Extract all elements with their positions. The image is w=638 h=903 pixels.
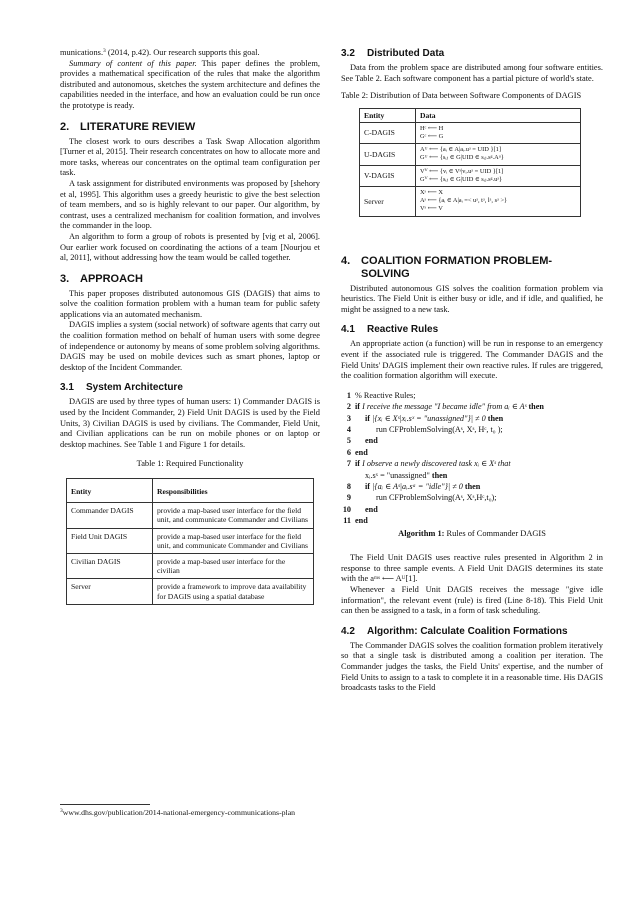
algorithm-line	[341, 492, 603, 503]
subsection-title: System Architecture	[86, 382, 183, 394]
table-header-cell: Data	[416, 108, 581, 122]
algorithm-line-text	[341, 481, 603, 492]
math-expression: Gᵁ ⟵ {sᵢⱼ ∈ G|UID ∈ sᵢⱼ.sᵍ.Aᵘ}	[420, 154, 504, 162]
algorithm-line-number: 2	[346, 402, 351, 412]
section-title-line-2: SOLVING	[361, 267, 410, 280]
subsection-title: Distributed Data	[367, 48, 445, 59]
body-paragraph: Data from the problem space are distributed among four software entities. See Table 2. Each software component has a partial picture of world's state.	[341, 63, 603, 83]
subsection-heading-distributed-data	[341, 48, 603, 60]
algorithm-line	[341, 504, 603, 515]
algorithm-line-number: 10	[342, 504, 351, 514]
subsection-number: 4.1	[341, 324, 355, 336]
table-row	[67, 554, 314, 579]
table-header-cell: Entity	[67, 479, 153, 503]
table-cell-data	[416, 165, 581, 186]
table-cell-entity: C-DAGIS	[360, 122, 416, 143]
footnote-ref: 3	[103, 48, 106, 54]
algorithm-line	[341, 515, 603, 526]
body-paragraph: DAGIS are used by three types of human users: 1) Commander DAGIS is used by the Incident Commander, 2) Field Unit DAGIS is used by the Field Units, 3) Civilian DAGIS is used by civilians. The Commander, Field Unit, and Civilian applications can be run on mobile phones or on laptop or desktop machines. See Table 1 and Figure 1 for details.	[60, 397, 320, 449]
algorithm-line-text	[341, 401, 603, 412]
algorithm-line-text	[341, 515, 603, 526]
algorithm-keyword: if	[355, 459, 361, 469]
algorithm-keyword: if	[355, 402, 361, 412]
algorithm-line-number: 5	[346, 436, 351, 446]
subsection-number: 4.2	[341, 625, 355, 637]
table-cell-data	[416, 144, 581, 165]
table-header-cell: Responsibilities	[153, 479, 314, 503]
algorithm-line	[341, 435, 603, 446]
section-number: 2.	[60, 120, 70, 133]
algorithm-statement: I observe a newly discovered task xᵢ ∈ Xˢ that	[360, 459, 511, 469]
algorithm-keyword: if	[365, 482, 371, 492]
algorithm-line	[341, 401, 603, 412]
subsection-heading-calculate-coalition	[341, 626, 603, 638]
subsection-number: 3.1	[60, 382, 74, 394]
algorithm-statement: % Reactive Rules;	[355, 390, 416, 400]
body-paragraph: An algorithm to form a group of robots is presented by [vig et al, 2006]. Our earlier work focused on coordinating the actions of a team [Nourjou et al, 2011], without addressing how the team would be called together.	[60, 231, 320, 263]
table-header-row	[360, 108, 581, 122]
algorithm-statement: |{aᵢ ∈ Aˢ|aᵢ.sᵃ = "idle"}| ≠ 0	[370, 482, 465, 492]
table-cell-entity: Field Unit DAGIS	[67, 528, 153, 553]
math-expression: Gᶜ ⟵ G	[420, 132, 444, 140]
algorithm-line-text	[341, 413, 603, 424]
summary-paragraph	[60, 59, 320, 112]
table-2-caption: Table 2: Distribution of Data between Software Components of DAGIS	[341, 91, 582, 101]
subsection-heading-system-architecture	[60, 382, 320, 394]
footnote-link-text: www.dhs.gov/publication/2014-national-emergency-communications-plan	[62, 808, 296, 817]
math-expression: Aᵁ ⟵ {aᵢ ∈ A|aᵢ.uᵃ = UID }[1]	[420, 146, 501, 154]
math-expression: Aˢ ⟵ {aᵢ ∈ A|aᵢ =< uᵃ, tᵃ, lᵃ, sᵃ >}	[420, 197, 508, 205]
body-paragraph: A task assignment for distributed environments was proposed by [shehory et al, 1995]. This algorithm uses a greedy heuristic to give the best selection of team members, and so is highly relevant to our paper. Our algorithm, by contrast, uses a centralized mechanism for coalition formation, and involves the commander in the loop.	[60, 178, 320, 231]
body-paragraph: Distributed autonomous GIS solves the coalition formation problem via heuristics. The Field Unit is either busy or idle, and if idle, and qualified, he might be assigned to a new task.	[341, 283, 603, 314]
algorithm-keyword: if	[365, 413, 371, 423]
body-paragraph: An appropriate action (a function) will be run in response to an emergency event if the associated rule is triggered. The Commander DAGIS and the Field Units' DAGIS implement their own reactive rules. If rules are triggered, the coalition formation algorithm will execute.	[341, 339, 603, 381]
algorithm-line	[341, 470, 603, 481]
right-column	[341, 48, 603, 694]
algorithm-line-text	[341, 435, 603, 446]
section-number: 3.	[60, 272, 70, 285]
algorithm-line	[341, 458, 603, 469]
table-1-required-functionality	[66, 478, 314, 605]
table-cell-entity: Civilian DAGIS	[67, 554, 153, 579]
algorithm-line-number: 1	[346, 390, 351, 400]
algorithm-keyword: then	[528, 402, 544, 412]
body-paragraph: The Commander DAGIS solves the coalition formation problem iteratively so that a single task is distributed among a coalition per iteration. The Commander judges the tasks, the Field Units' expertise, and the number of Field Units to assign to a task to complete it in a reasonable time. His DAGIS broadcasts tasks to the Field	[341, 640, 603, 693]
table-header-cell: Entity	[360, 108, 416, 122]
algorithm-line	[341, 424, 603, 435]
section-heading-approach	[60, 273, 320, 286]
algorithm-keyword: end	[365, 504, 378, 514]
table-cell-data	[416, 187, 581, 217]
math-expression: Vˢ ⟵ V	[420, 205, 443, 213]
algorithm-statement: run CFProblemSolving(Aˢ, Xˢ,Hᶜ,t₀);	[376, 493, 497, 503]
algorithm-1-caption	[341, 529, 603, 540]
algorithm-line	[341, 390, 603, 401]
table-row	[360, 144, 581, 165]
section-heading-coalition-formation	[341, 255, 603, 281]
algorithm-statement: I receive the message "I became idle" from aᵢ ∈ Aˢ	[360, 402, 529, 412]
algorithm-caption-text: Rules of Commander DAGIS	[444, 528, 546, 538]
algorithm-statement: |{xᵢ ∈ Xˢ|xᵢ.sˣ = "unassigned"}| ≠ 0	[370, 413, 488, 423]
table-row	[67, 503, 314, 528]
algorithm-statement: run CFProblemSolving(Aˢ, Xˢ, Hᶜ, t₀ );	[376, 424, 503, 434]
algorithm-line-number: 6	[346, 447, 351, 457]
table-2-data-distribution	[359, 108, 581, 217]
table-cell-data	[416, 122, 581, 143]
footnote	[60, 804, 320, 818]
table-row	[360, 122, 581, 143]
algorithm-statement: xᵢ.sˣ = "unassigned"	[365, 470, 432, 480]
algorithm-line	[341, 447, 603, 458]
algorithm-keyword: then	[464, 482, 481, 492]
algorithm-line-text	[341, 458, 603, 469]
intro-paragraph	[60, 48, 320, 59]
table-cell-responsibility: provide a framework to improve data availability for DAGIS using a spatial database	[153, 579, 314, 604]
algorithm-line-text	[341, 447, 603, 458]
algorithm-line-text	[341, 504, 603, 515]
subsection-heading-reactive-rules	[341, 324, 603, 336]
algorithm-keyword: end	[355, 447, 368, 457]
table-cell-responsibility: provide a map-based user interface for the civilian	[153, 554, 314, 579]
math-expression: Vⱽ ⟵ {vᵢ ∈ Vˢ|vᵢ.uᵃ = UID }[1]	[420, 167, 504, 175]
subsection-title: Algorithm: Calculate Coalition Formations	[367, 625, 568, 637]
table-cell-entity: U-DAGIS	[360, 144, 416, 165]
algorithm-line-text	[341, 424, 603, 435]
algorithm-line-number: 8	[346, 482, 351, 492]
table-row	[67, 579, 314, 604]
algorithm-line-number: 9	[346, 493, 351, 503]
section-heading-literature-review	[60, 121, 320, 134]
algorithm-line-number: 4	[346, 424, 351, 434]
algorithm-line-number: 3	[346, 413, 351, 423]
section-number: 4.	[341, 254, 351, 267]
algorithm-keyword: then	[431, 470, 448, 480]
intro-text-rest: (2014, p.42). Our research supports this goal.	[105, 48, 260, 57]
footnote-divider	[60, 804, 150, 805]
table-cell-entity: Server	[67, 579, 153, 604]
subsection-number: 3.2	[341, 48, 355, 59]
algorithm-keyword: then	[487, 413, 504, 423]
table-cell-responsibility: provide a map-based user interface for the field unit, and communicate Commander and Civilians	[153, 528, 314, 553]
algorithm-keyword: end	[355, 516, 368, 526]
body-paragraph: The Field Unit DAGIS uses reactive rules presented in Algorithm 2 in response to three sample events. A Field Unit DAGIS determines its state with the aᵐˢ ⟵ Aᵁ[1].	[341, 553, 603, 584]
subsection-title: Reactive Rules	[367, 324, 439, 336]
footnote-marker: 3	[60, 808, 63, 814]
table-row	[67, 528, 314, 553]
algorithm-line-text	[341, 492, 603, 503]
table-1-caption: Table 1: Required Functionality	[136, 459, 244, 469]
algorithm-keyword: end	[365, 436, 378, 446]
table-cell-entity: Commander DAGIS	[67, 503, 153, 528]
algorithm-line-text	[341, 470, 603, 481]
section-title-line-1: COALITION FORMATION PROBLEM-	[361, 254, 553, 267]
math-expression: Xˢ ⟵ X	[420, 189, 443, 196]
summary-label: Summary of content of this paper.	[69, 58, 197, 68]
table-row	[360, 165, 581, 186]
table-cell-entity: V-DAGIS	[360, 165, 416, 186]
body-paragraph: This paper proposes distributed autonomous GIS (DAGIS) that aims to solve the coalition formation problem with a human team for public safety applications via an automated mechanism.	[60, 288, 320, 319]
body-paragraph: Whenever a Field Unit DAGIS receives the message "give idle information", the relevant event (rule) is fired (Line 8-18). This Field Unit can then be assigned to a task, in a form of task scheduling.	[341, 585, 603, 616]
section-title: APPROACH	[80, 272, 143, 285]
math-expression: Hᶜ ⟵ H	[420, 124, 444, 132]
algorithm-line	[341, 413, 603, 424]
summary-text: This paper defines the problem, provides a mathematical specification of the rules that make the algorithm distributed and autonomous, sketches the system architecture and defines the capabilities needed in the interface, and how an evaluation could be run once the prototype is ready.	[60, 58, 320, 110]
math-expression: Gⱽ ⟵ {sᵢⱼ ∈ G|UID ∈ sᵢⱼ.sᵍ.uᵃ}	[420, 175, 503, 183]
body-paragraph: The closest work to ours describes a Task Swap Allocation algorithm [Turner et al, 2015]. Their research concentrates on how to allocate more and more tasks, whereas our concentrates on the optimal team configuration per task.	[60, 136, 320, 178]
algorithm-line-text	[341, 390, 603, 401]
table-header-row	[67, 479, 314, 503]
section-title: LITERATURE REVIEW	[80, 120, 196, 133]
table-cell-responsibility: provide a map-based user interface for the field unit, and communicate Commander and Civilians	[153, 503, 314, 528]
algorithm-caption-label: Algorithm 1:	[398, 528, 445, 538]
algorithm-line-number: 7	[346, 459, 351, 469]
body-paragraph: DAGIS implies a system (social network) of software agents that carry out the coalition formation method on behalf of human users with some degree of independence or autonomy by means of some problem solving algorithms. DAGIS may be used on mobile devices such as smart phones, laptop or desktop of the Incident Commander.	[60, 320, 320, 372]
algorithm-1-block	[341, 390, 603, 527]
algorithm-line	[341, 481, 603, 492]
left-column	[60, 48, 320, 605]
table-cell-entity: Server	[360, 187, 416, 217]
algorithm-line-number: 11	[343, 516, 351, 526]
intro-text: munications.	[60, 48, 104, 57]
table-row	[360, 187, 581, 217]
